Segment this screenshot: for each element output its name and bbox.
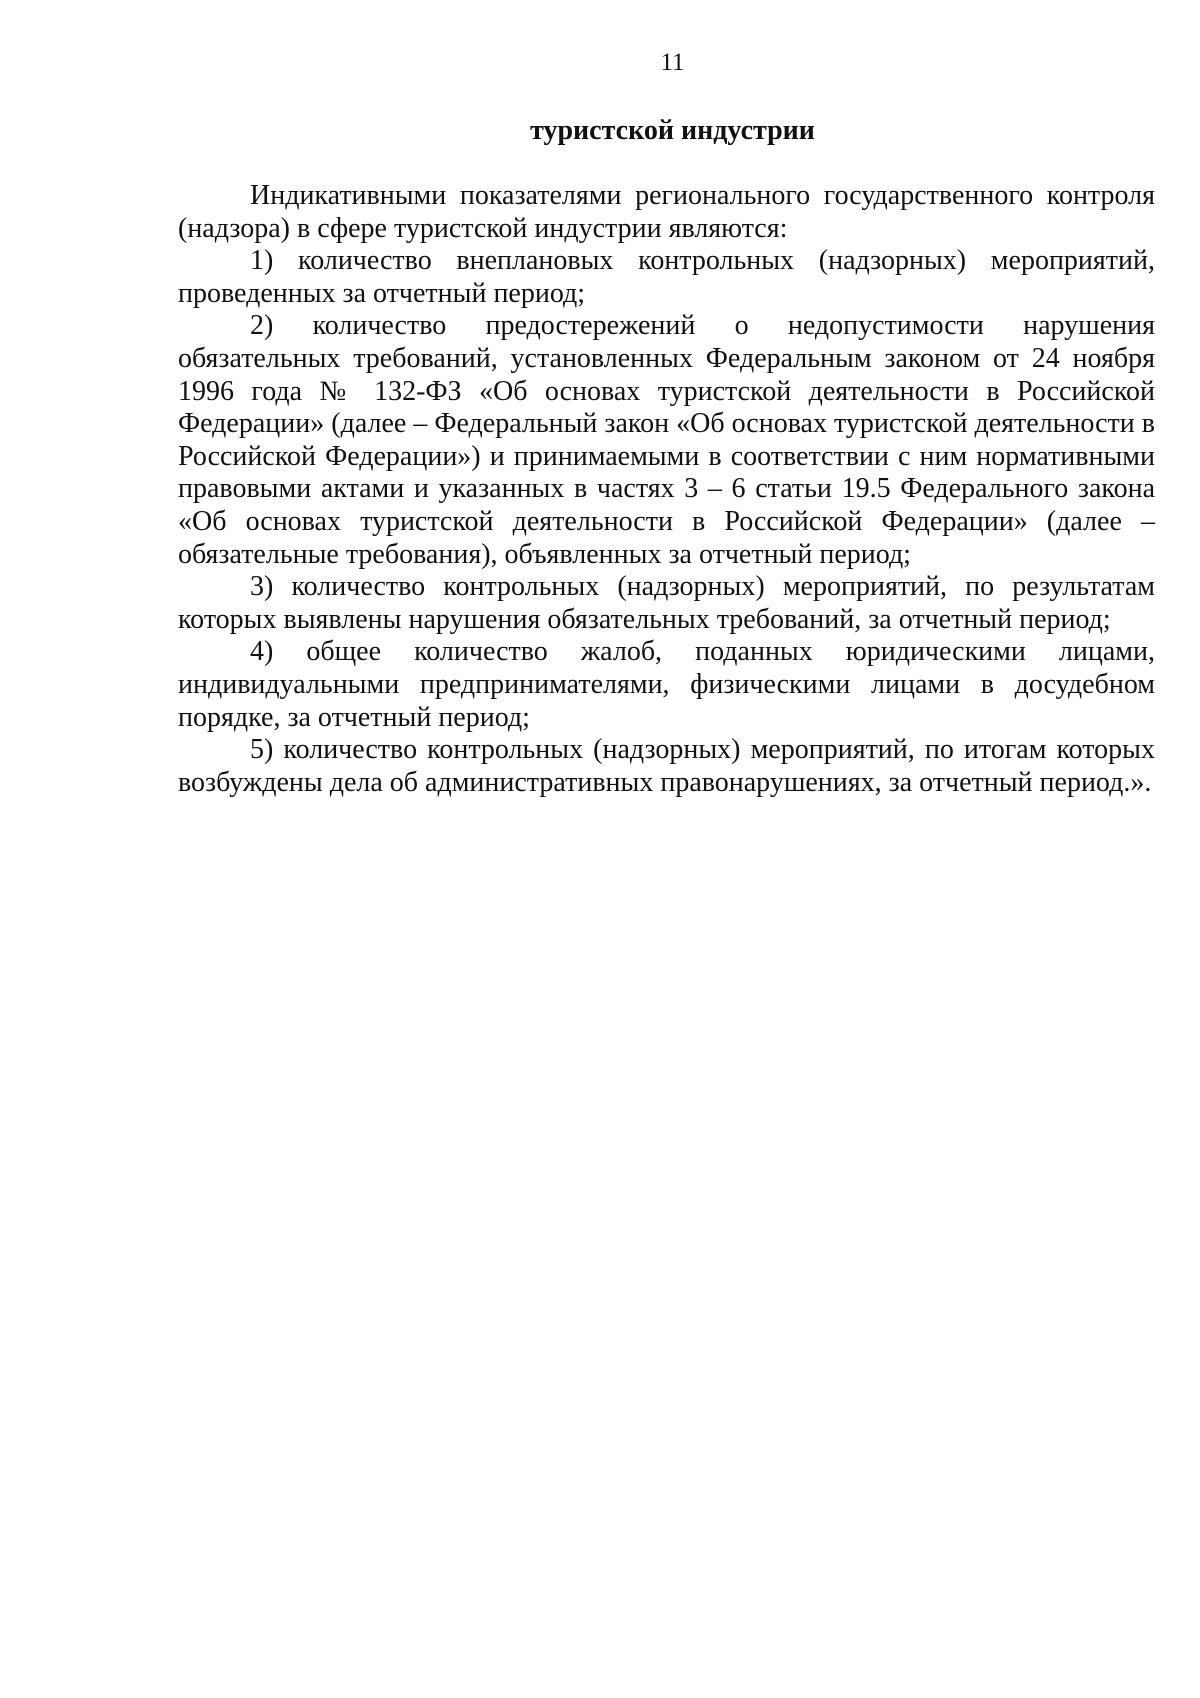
- page-number: 11: [660, 49, 685, 76]
- list-item: 2) количество предостережений о недопустимости нарушения обязательных требований, установленных Федеральным законом от 24 ноября 1996 года № 132-ФЗ «Об основах туристской деятельности в Российской Федерации» (далее – Федеральный закон «Об основах туристской деятельности в Российской Федерации») и принимаемыми в соответствии с ним нормативными правовыми актами и указанных в частях 3 – 6 статьи 19.5 Федерального закона «Об основах туристской деятельности в Российской Федерации» (далее – обязательные требования), объявленных за отчетный период;: [178, 310, 1155, 570]
- section-title: туристской индустрии: [530, 115, 815, 146]
- document-body: [178, 180, 1155, 799]
- list-item: 5) количество контрольных (надзорных) мероприятий, по итогам которых возбуждены дела об административных правонарушениях, за отчетный период.».: [178, 734, 1155, 798]
- list-item: 1) количество внеплановых контрольных (надзорных) мероприятий, проведенных за отчетный период;: [178, 245, 1155, 309]
- intro-paragraph: Индикативными показателями регионального государственного контроля (надзора) в сфере туристской индустрии являются:: [178, 180, 1155, 244]
- list-item: 4) общее количество жалоб, поданных юридическими лицами, индивидуальными предпринимателями, физическими лицами в досудебном порядке, за отчетный период;: [178, 636, 1155, 733]
- list-item: 3) количество контрольных (надзорных) мероприятий, по результатам которых выявлены нарушения обязательных требований, за отчетный период;: [178, 571, 1155, 635]
